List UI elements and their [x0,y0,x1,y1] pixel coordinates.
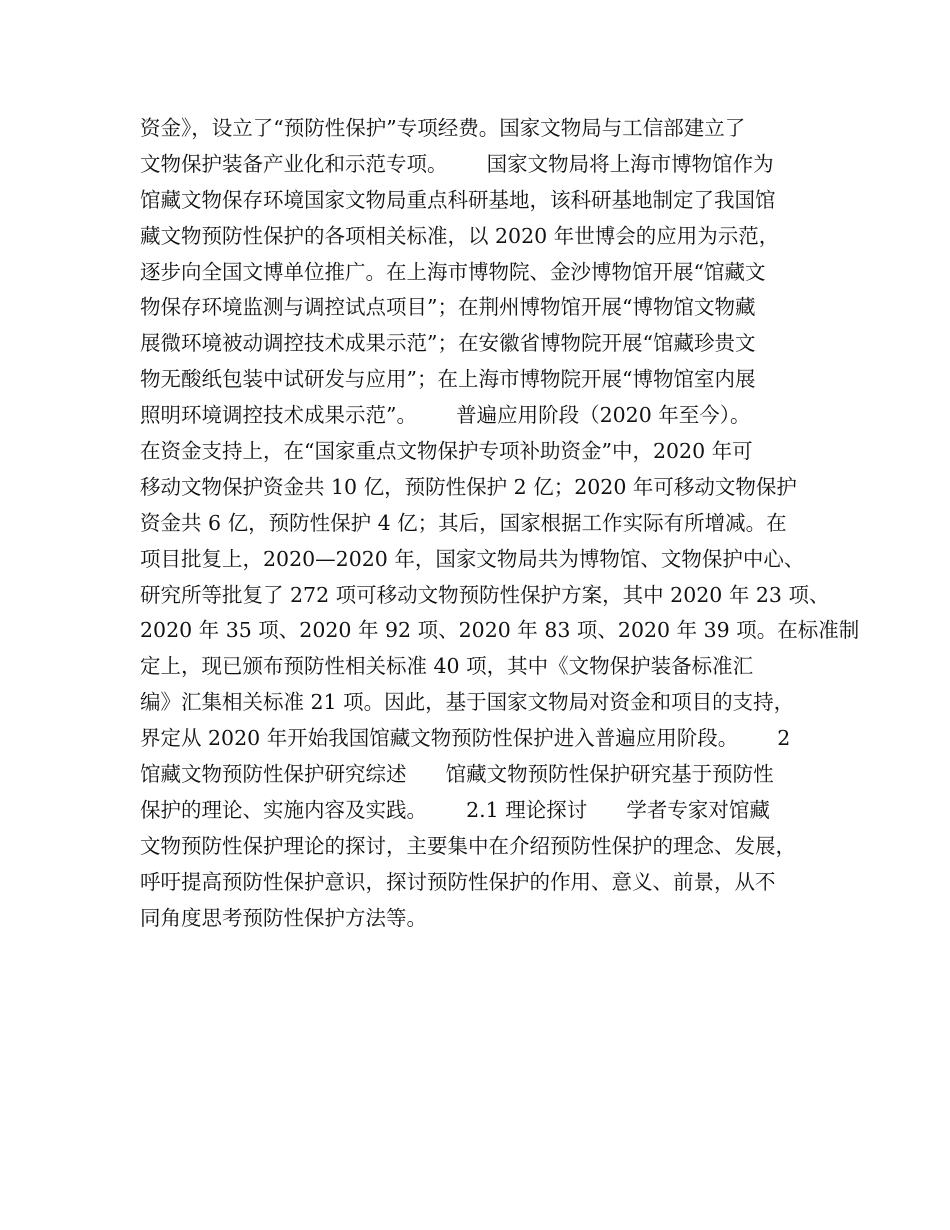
text-line: 展微环境被动调控技术成果示范”；在安徽省博物院开展“馆藏珍贵文 [140,331,756,356]
text-line: 定上，现已颁布预防性相关标准 40 项，其中《文物保护装备标准汇 [140,654,754,679]
text-line: 保护的理论、实施内容及实践。 2.1 理论探讨 学者专家对馆藏 [140,797,770,822]
text-line: 移动文物保护资金共 10 亿，预防性保护 2 亿；2020 年可移动文物保护 [140,474,797,499]
text-line: 藏文物预防性保护的各项相关标准，以 2020 年世博会的应用为示范， [140,223,780,248]
text-line: 物无酸纸包装中试研发与应用”；在上海市博物院开展“博物馆室内展 [140,367,756,392]
text-line: 逐步向全国文博单位推广。在上海市博物院、金沙博物馆开展“馆藏文 [140,259,766,284]
text-line: 文物保护装备产业化和示范专项。 国家文物局将上海市博物馆作为 [140,151,774,176]
text-line: 资金》，设立了“预防性保护”专项经费。国家文物局与工信部建立了 [140,116,746,140]
text-line: 资金共 6 亿，预防性保护 4 亿；其后，国家根据工作实际有所增减。在 [140,510,787,535]
text-line: 文物预防性保护理论的探讨，主要集中在介绍预防性保护的理念、发展， [140,833,796,858]
text-line: 研究所等批复了 272 项可移动文物预防性保护方案，其中 2020 年 23 项、 [140,582,830,607]
text-line: 项目批复上，2020—2020 年，国家文物局共为博物馆、文物保护中心、 [140,546,805,571]
text-line: 物保存环境监测与调控试点项目”；在荆州博物馆开展“博物馆文物藏 [140,295,756,320]
text-line: 同角度思考预防性保护方法等。 [140,905,427,930]
body-text [140,111,860,936]
text-line: 在资金支持上，在“国家重点文物保护专项补助资金”中，2020 年可 [140,439,753,464]
text-line: 呼吁提高预防性保护意识，探讨预防性保护的作用、意义、前景，从不 [140,869,776,894]
text-line: 界定从 2020 年开始我国馆藏文物预防性保护进入普遍应用阶段。 2 [140,726,791,751]
text-line: 照明环境调控技术成果示范”。 普遍应用阶段（2020 年至今）。 [140,403,751,428]
text-line: 编》汇集相关标准 21 项。因此，基于国家文物局对资金和项目的支持， [140,690,795,715]
text-line: 馆藏文物保存环境国家文物局重点科研基地，该科研基地制定了我国馆 [140,187,776,212]
text-line: 2020 年 35 项、2020 年 92 项、2020 年 83 项、2020 年 39 项。在标准制 [140,618,860,643]
text-line: 馆藏文物预防性保护研究综述 馆藏文物预防性保护研究基于预防性 [140,762,774,787]
